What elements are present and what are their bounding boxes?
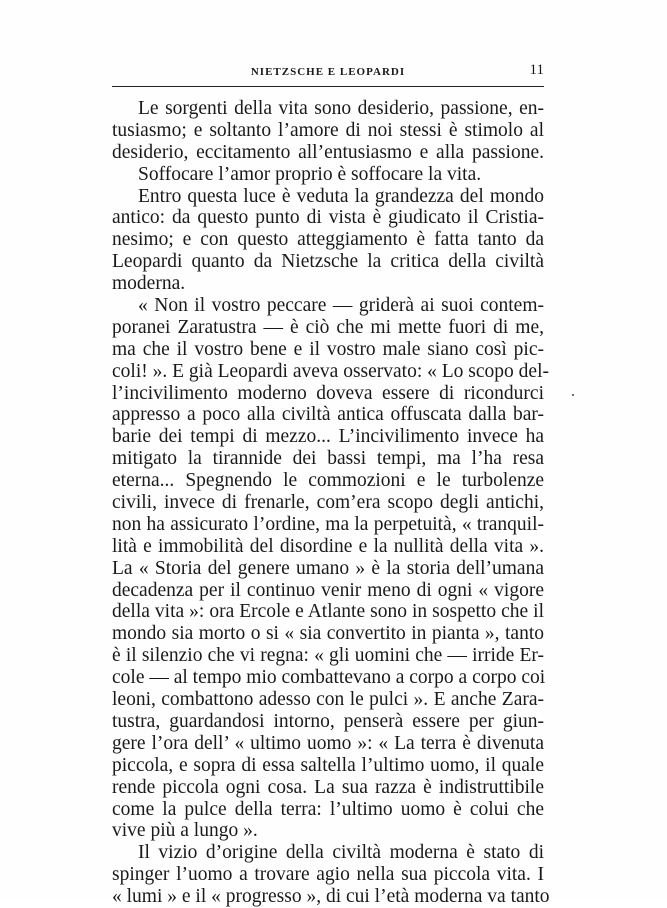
text-line: eterna... Spegnendo le commozioni e le turbolenze <box>112 470 544 492</box>
text-line: Entro questa luce è veduta la grandezza del mondo <box>138 185 544 207</box>
text-line: coli! ». E già Leopardi aveva osservato: « Lo scopo del- <box>112 360 549 382</box>
running-head <box>112 62 544 86</box>
text-line: è il silenzio che vi regna: « gli uomini che — irride Er- <box>112 645 544 667</box>
text-line: poranei Zaratustra — è ciò che mi mette fuori di me, <box>112 316 544 338</box>
scan-speck <box>572 394 574 396</box>
text-line: civili, invece di frenarle, com’era scopo degli antichi, <box>112 492 544 514</box>
text-line: spinger l’uomo a trovare agio nella sua piccola vita. I <box>112 864 544 886</box>
text-line: cole — al tempo mio combattevano a corpo a corpo coi <box>112 667 546 689</box>
text-line: lità e immobilità del disordine e la nullità della vita ». <box>112 535 544 557</box>
text-line: La « Storia del genere umano » è la storia dell’umana <box>112 557 544 579</box>
text-line: gere l’ora dell’ « ultimo uomo »: « La terra è divenuta <box>112 732 544 754</box>
text-line: tusiasmo; e soltanto l’amore di noi stessi è stimolo al <box>112 119 544 141</box>
text-line: Le sorgenti della vita sono desiderio, passione, en- <box>138 98 544 119</box>
body-text <box>112 98 550 908</box>
text-line: mitigato la tirannide dei bassi tempi, ma l’ha resa <box>112 448 544 470</box>
text-line: della vita »: ora Ercole e Atlante sono in sospetto che il <box>112 601 544 623</box>
text-line: « Non il vostro peccare — griderà ai suoi contem- <box>138 295 544 317</box>
page-number: 11 <box>529 62 544 78</box>
running-title: NIETZSCHE E LEOPARDI <box>250 66 406 78</box>
text-line: mondo sia morto o si « sia convertito in pianta », tanto <box>112 623 544 645</box>
text-line: piccola, e sopra di essa saltella l’ultimo uomo, il quale <box>112 754 544 776</box>
text-line: leoni, combattono adesso con le pulci ». E anche Zara- <box>112 689 544 711</box>
text-line: barie dei tempi di mezzo... L’incivilimento invece ha <box>112 426 544 448</box>
text-line: ma che il vostro bene e il vostro male siano così pic- <box>112 338 544 360</box>
text-line: antico: da questo punto di vista è giudicato il Cristia- <box>112 207 544 229</box>
header-rule <box>112 86 544 87</box>
text-line: Il vizio d’origine della civiltà moderna è stato di <box>138 842 544 864</box>
text-line: tustra, guardandosi intorno, penserà essere per giun- <box>112 710 544 732</box>
text-line: non ha assicurato l’ordine, ma la perpetuità, « tranquil- <box>112 513 544 535</box>
text-line: « lumi » e il « progresso », di cui l’età moderna va tanto <box>112 886 550 908</box>
text-line: desiderio, eccitamento all’entusiasmo e alla passione. <box>112 141 544 163</box>
text-line: decadenza per il continuo venir meno di ogni « vigore <box>112 579 544 601</box>
text-line: come la pulce della terra: l’ultimo uomo è colui che <box>112 798 544 820</box>
text-line: moderna. <box>112 273 186 295</box>
text-line: vive più a lungo ». <box>112 820 258 842</box>
text-line: l’incivilimento moderno doveva essere di ricondurci <box>112 382 544 404</box>
text-line: rende piccola ogni cosa. La sua razza è indistruttibile <box>112 776 544 798</box>
text-line: appresso a poco alla civiltà antica offuscata dalla bar- <box>112 404 544 426</box>
text-line: nesimo; e con questo atteggiamento è fatta tanto da <box>112 229 544 251</box>
text-line: Soffocare l’amor proprio è soffocare la vita. <box>138 163 482 185</box>
text-line: Leopardi quanto da Nietzsche la critica della civiltà <box>112 251 544 273</box>
